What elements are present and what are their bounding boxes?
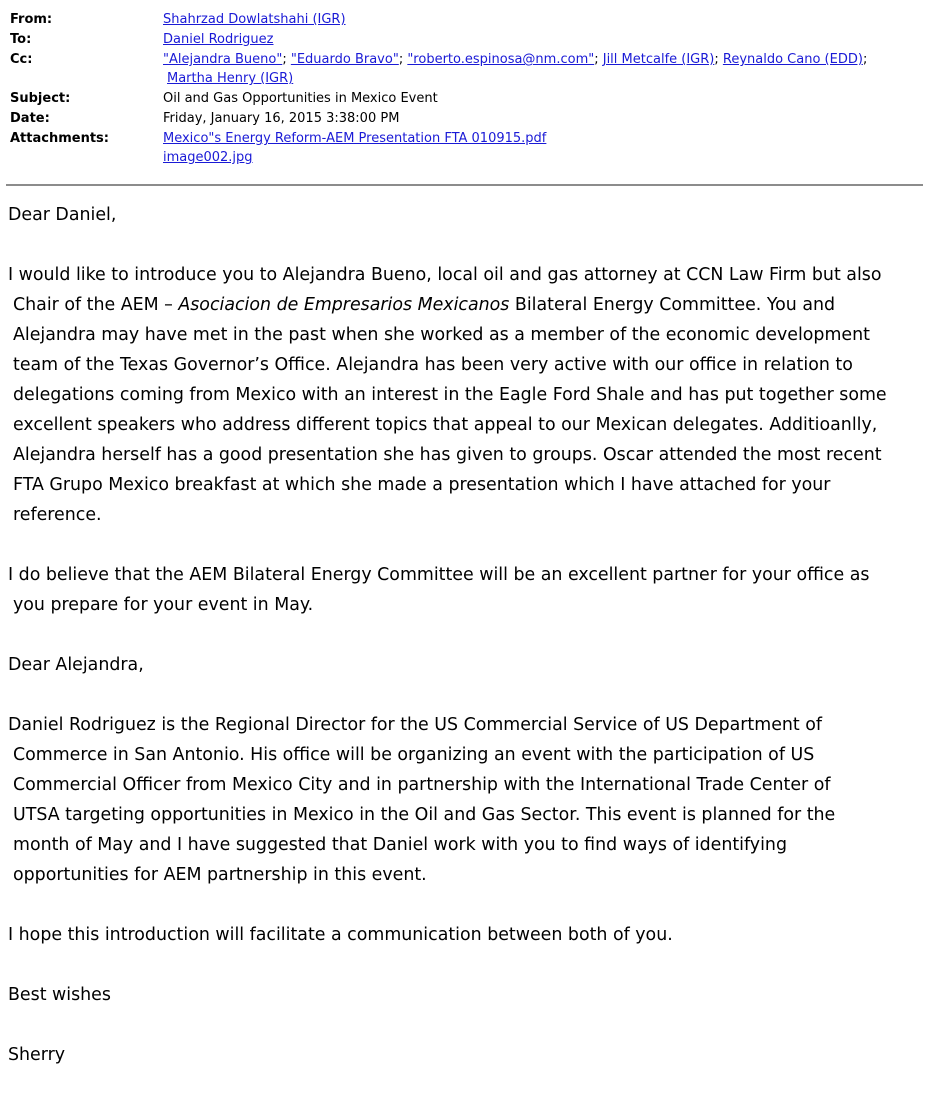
- greeting-text: Dear Daniel,: [8, 205, 117, 225]
- body-line: I would like to introduce you to Alejandra Bueno, local oil and gas attorney at CCN Law Firm but also: [8, 265, 882, 285]
- from-label: From:: [10, 12, 53, 27]
- to-label: To:: [10, 32, 32, 47]
- header-divider: [6, 184, 923, 186]
- cc-link[interactable]: "Eduardo Bravo": [290, 52, 399, 67]
- body-line: Daniel Rodriguez is the Regional Director for the US Commercial Service of US Department of: [8, 715, 823, 735]
- closing: [8, 980, 920, 1010]
- body-line: I do believe that the AEM Bilateral Energy Committee will be an excellent partner for your office as: [8, 565, 870, 585]
- body-line: excellent speakers who address different topics that appeal to our Mexican delegates. Additioanlly,: [13, 415, 878, 435]
- date-row: [10, 109, 922, 129]
- body-line: Commerce in San Antonio. His office will be organizing an event with the participation of US: [13, 745, 815, 765]
- paragraph-partner: [8, 560, 920, 620]
- cc-link[interactable]: "Alejandra Bueno": [163, 52, 283, 67]
- greeting-text: Dear Alejandra,: [8, 655, 144, 675]
- to-row: [10, 30, 922, 50]
- body-line-part: Chair of the AEM –: [13, 295, 179, 315]
- body-line: Alejandra herself has a good presentation she has given to groups. Oscar attended the most recent: [13, 445, 882, 465]
- attachment-link[interactable]: Mexico"s Energy Reform-AEM Presentation FTA 010915.pdf: [163, 131, 547, 146]
- cc-link[interactable]: Jill Metcalfe (IGR): [602, 52, 715, 67]
- body-line-part: Bilateral Energy Committee. You and: [509, 295, 836, 315]
- cc-link[interactable]: "roberto.espinosa@nm.com": [407, 52, 595, 67]
- to-link[interactable]: Daniel Rodriguez: [163, 32, 274, 47]
- body-line: team of the Texas Governor’s Office. Alejandra has been very active with our office in relation to: [13, 355, 853, 375]
- subject-row: [10, 89, 922, 109]
- from-row: [10, 10, 922, 30]
- cc-separator: ;: [594, 52, 603, 67]
- body-line: [8, 290, 920, 320]
- email-body: [8, 200, 920, 1100]
- greeting-alejandra: [8, 650, 920, 680]
- from-link[interactable]: Shahrzad Dowlatshahi (IGR): [163, 12, 346, 27]
- signature: [8, 1040, 920, 1070]
- paragraph-introduction: [8, 260, 920, 530]
- cc-separator: ;: [714, 52, 723, 67]
- body-line: delegations coming from Mexico with an interest in the Eagle Ford Shale and has put together some: [13, 385, 887, 405]
- cc-row: [10, 50, 922, 89]
- attachments-row: [10, 129, 922, 168]
- attachment-link[interactable]: image002.jpg: [163, 150, 253, 165]
- body-line: month of May and I have suggested that Daniel work with you to find ways of identifying: [13, 835, 787, 855]
- signature-text: Sherry: [8, 1045, 66, 1065]
- date-value: Friday, January 16, 2015 3:38:00 PM: [163, 111, 400, 126]
- paragraph-event: [8, 710, 920, 890]
- subject-value: Oil and Gas Opportunities in Mexico Event: [163, 91, 438, 106]
- cc-separator: ;: [862, 52, 868, 67]
- body-line: reference.: [13, 505, 102, 525]
- greeting-daniel: [8, 200, 920, 230]
- body-line: UTSA targeting opportunities in Mexico in the Oil and Gas Sector. This event is planned for the: [13, 805, 836, 825]
- cc-link[interactable]: Martha Henry (IGR): [167, 71, 294, 86]
- body-line: FTA Grupo Mexico breakfast at which she made a presentation which I have attached for your: [13, 475, 831, 495]
- attachments-label: Attachments:: [10, 131, 109, 146]
- body-line: I hope this introduction will facilitate a communication between both of you.: [8, 925, 673, 945]
- body-line: Commercial Officer from Mexico City and in partnership with the International Trade Center of: [13, 775, 831, 795]
- date-label: Date:: [10, 111, 50, 126]
- closing-text: Best wishes: [8, 985, 111, 1005]
- body-line: opportunities for AEM partnership in this event.: [13, 865, 427, 885]
- aem-full-name: Asociacion de Empresarios Mexicanos: [178, 295, 510, 315]
- cc-label: Cc:: [10, 52, 33, 67]
- cc-link[interactable]: Reynaldo Cano (EDD): [722, 52, 863, 67]
- cc-separator: ;: [282, 52, 291, 67]
- body-line: Alejandra may have met in the past when she worked as a member of the economic development: [13, 325, 870, 345]
- cc-separator: ;: [398, 52, 408, 67]
- email-header: [10, 10, 922, 168]
- body-line: you prepare for your event in May.: [13, 595, 314, 615]
- paragraph-hope: [8, 920, 920, 950]
- subject-label: Subject:: [10, 91, 71, 106]
